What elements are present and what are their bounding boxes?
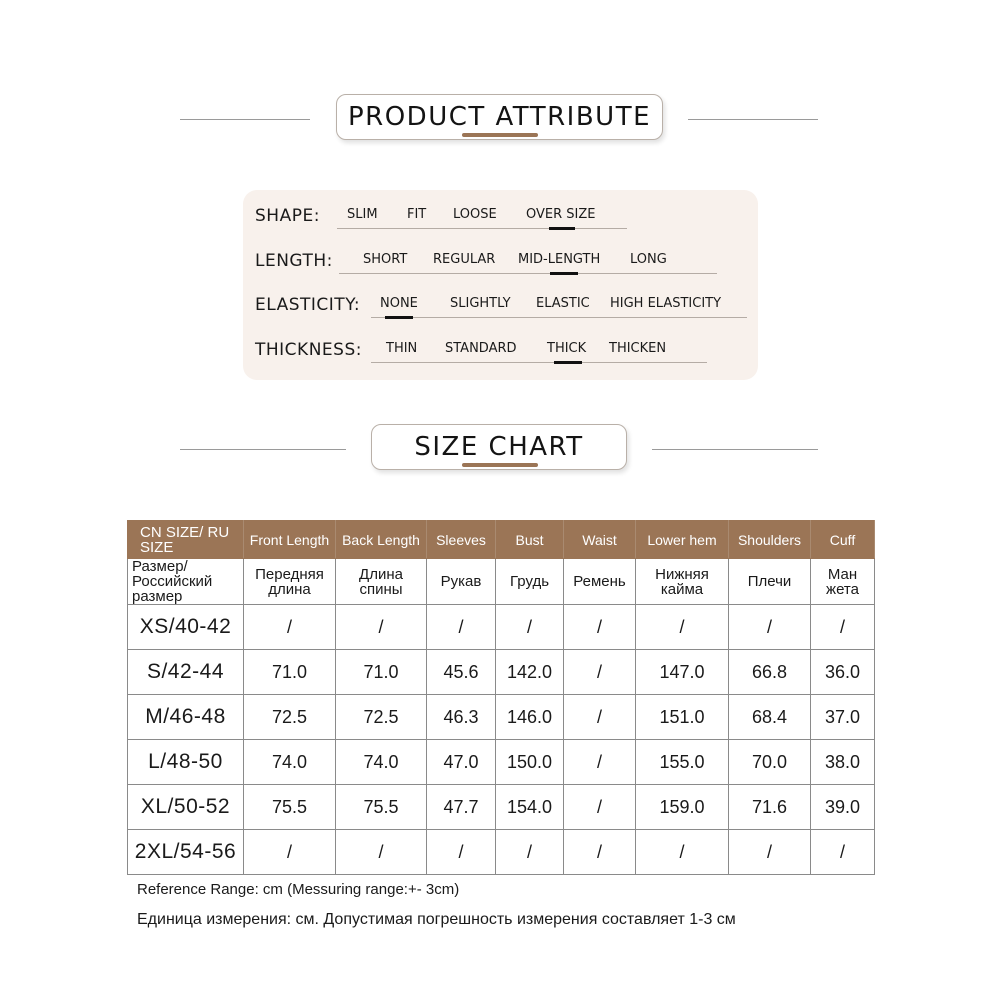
attribute-option: FIT: [407, 207, 427, 222]
attribute-label: ELASTICITY:: [255, 295, 361, 315]
measurement-cell: /: [564, 785, 636, 830]
measurement-cell: 70.0: [729, 740, 811, 785]
measurement-cell: 74.0: [244, 740, 336, 785]
header-rule-left: [180, 119, 310, 120]
attribute-label: SHAPE:: [255, 206, 320, 226]
measurement-cell: 159.0: [636, 785, 729, 830]
attribute-option: SLIGHTLY: [450, 296, 511, 311]
column-header-ru: Ремень: [564, 559, 636, 605]
attribute-label: LENGTH:: [255, 251, 333, 271]
measurement-cell: /: [729, 830, 811, 875]
column-header-ru: Длина спины: [336, 559, 427, 605]
measurement-cell: /: [336, 830, 427, 875]
measurement-cell: 36.0: [811, 650, 875, 695]
measurement-cell: /: [811, 605, 875, 650]
size-cell: M/46-48: [128, 695, 244, 740]
header-row-en: [128, 521, 875, 559]
size-chart-body: [128, 605, 875, 875]
header-row-ru: [128, 559, 875, 605]
measurement-cell: /: [636, 830, 729, 875]
table-row: [128, 740, 875, 785]
measurement-cell: 45.6: [427, 650, 496, 695]
column-header: Bust: [496, 521, 564, 559]
measurement-cell: /: [427, 605, 496, 650]
measurement-cell: 72.5: [244, 695, 336, 740]
size-chart-table: [127, 520, 875, 875]
measurement-cell: 71.0: [244, 650, 336, 695]
size-cell: XS/40-42: [128, 605, 244, 650]
measurement-cell: /: [427, 830, 496, 875]
measurement-cell: /: [811, 830, 875, 875]
measurement-cell: /: [636, 605, 729, 650]
column-header: Back Length: [336, 521, 427, 559]
column-header-ru: Передняя длина: [244, 559, 336, 605]
measurement-cell: 150.0: [496, 740, 564, 785]
measurement-cell: /: [729, 605, 811, 650]
column-header: Front Length: [244, 521, 336, 559]
header-rule-right: [688, 119, 818, 120]
measurement-cell: 75.5: [336, 785, 427, 830]
header-rule-left: [180, 449, 346, 450]
column-header-ru: Ман жета: [811, 559, 875, 605]
size-cell: L/48-50: [128, 740, 244, 785]
attribute-option: OVER SIZE: [526, 207, 596, 222]
attribute-underline: [371, 317, 747, 318]
table-row: [128, 695, 875, 740]
measurement-cell: 66.8: [729, 650, 811, 695]
column-header-ru: Нижняя кайма: [636, 559, 729, 605]
measurement-cell: /: [244, 605, 336, 650]
column-header-ru: Рукав: [427, 559, 496, 605]
measurement-cell: /: [564, 830, 636, 875]
header-rule-right: [652, 449, 818, 450]
measurement-cell: 75.5: [244, 785, 336, 830]
attribute-option: LOOSE: [453, 207, 497, 222]
measurement-cell: /: [496, 830, 564, 875]
attribute-option: REGULAR: [433, 252, 496, 267]
attribute-option: SHORT: [363, 252, 408, 267]
column-header-ru: Размер/ Российский размер: [128, 559, 244, 605]
table-row: [128, 650, 875, 695]
measurement-cell: /: [564, 695, 636, 740]
attribute-underline: [371, 362, 707, 363]
attribute-option: SLIM: [347, 207, 378, 222]
column-header-ru: Грудь: [496, 559, 564, 605]
column-header: Cuff: [811, 521, 875, 559]
measurement-cell: 39.0: [811, 785, 875, 830]
attribute-option: LONG: [630, 252, 667, 267]
measurement-cell: 74.0: [336, 740, 427, 785]
column-header-ru: Плечи: [729, 559, 811, 605]
attribute-option: STANDARD: [445, 341, 517, 356]
attribute-panel: [243, 190, 758, 380]
selected-marker: [549, 227, 575, 230]
measurement-cell: 71.6: [729, 785, 811, 830]
attribute-label: THICKNESS:: [255, 340, 362, 360]
table-row: [128, 605, 875, 650]
attribute-option: THICKEN: [609, 341, 667, 356]
title-accent-bar: [462, 463, 538, 467]
size-chart-header: [0, 424, 1000, 474]
measurement-cell: 37.0: [811, 695, 875, 740]
measurement-cell: /: [564, 605, 636, 650]
selected-marker: [554, 361, 582, 364]
measurement-cell: 155.0: [636, 740, 729, 785]
table-row: [128, 785, 875, 830]
attribute-option: HIGH ELASTICITY: [610, 296, 722, 311]
measurement-cell: 46.3: [427, 695, 496, 740]
column-header: Lower hem: [636, 521, 729, 559]
size-cell: 2XL/54-56: [128, 830, 244, 875]
product-attribute-header: [0, 94, 1000, 144]
attribute-option: NONE: [380, 296, 418, 311]
size-chart-title: SIZE CHART: [414, 432, 584, 462]
column-header: Waist: [564, 521, 636, 559]
column-header: Shoulders: [729, 521, 811, 559]
measurement-cell: 47.0: [427, 740, 496, 785]
measurement-cell: 142.0: [496, 650, 564, 695]
attribute-underline: [339, 273, 717, 274]
table-row: [128, 830, 875, 875]
selected-marker: [385, 316, 413, 319]
measurement-cell: /: [496, 605, 564, 650]
measurement-cell: 72.5: [336, 695, 427, 740]
product-attribute-title: PRODUCT ATTRIBUTE: [347, 102, 652, 132]
attribute-underline: [337, 228, 627, 229]
size-cell: XL/50-52: [128, 785, 244, 830]
column-header: Sleeves: [427, 521, 496, 559]
measurement-cell: /: [336, 605, 427, 650]
selected-marker: [550, 272, 578, 275]
measurement-cell: /: [244, 830, 336, 875]
measurement-cell: 71.0: [336, 650, 427, 695]
measurement-cell: 68.4: [729, 695, 811, 740]
attribute-option: THICK: [547, 341, 587, 356]
measurement-cell: 47.7: [427, 785, 496, 830]
title-accent-bar: [462, 133, 538, 137]
reference-note-ru: Единица измерения: см. Допустимая погрешность измерения составляет 1-3 см: [137, 911, 736, 928]
measurement-cell: /: [564, 740, 636, 785]
attribute-option: MID-LENGTH: [518, 252, 601, 267]
measurement-cell: /: [564, 650, 636, 695]
measurement-cell: 38.0: [811, 740, 875, 785]
column-header: CN SIZE/ RU SIZE: [128, 521, 244, 559]
attribute-option: ELASTIC: [536, 296, 590, 311]
measurement-cell: 146.0: [496, 695, 564, 740]
size-cell: S/42-44: [128, 650, 244, 695]
measurement-cell: 147.0: [636, 650, 729, 695]
reference-note: Reference Range: cm (Messuring range:+- 3cm): [137, 881, 460, 898]
measurement-cell: 151.0: [636, 695, 729, 740]
measurement-cell: 154.0: [496, 785, 564, 830]
attribute-option: THIN: [386, 341, 418, 356]
